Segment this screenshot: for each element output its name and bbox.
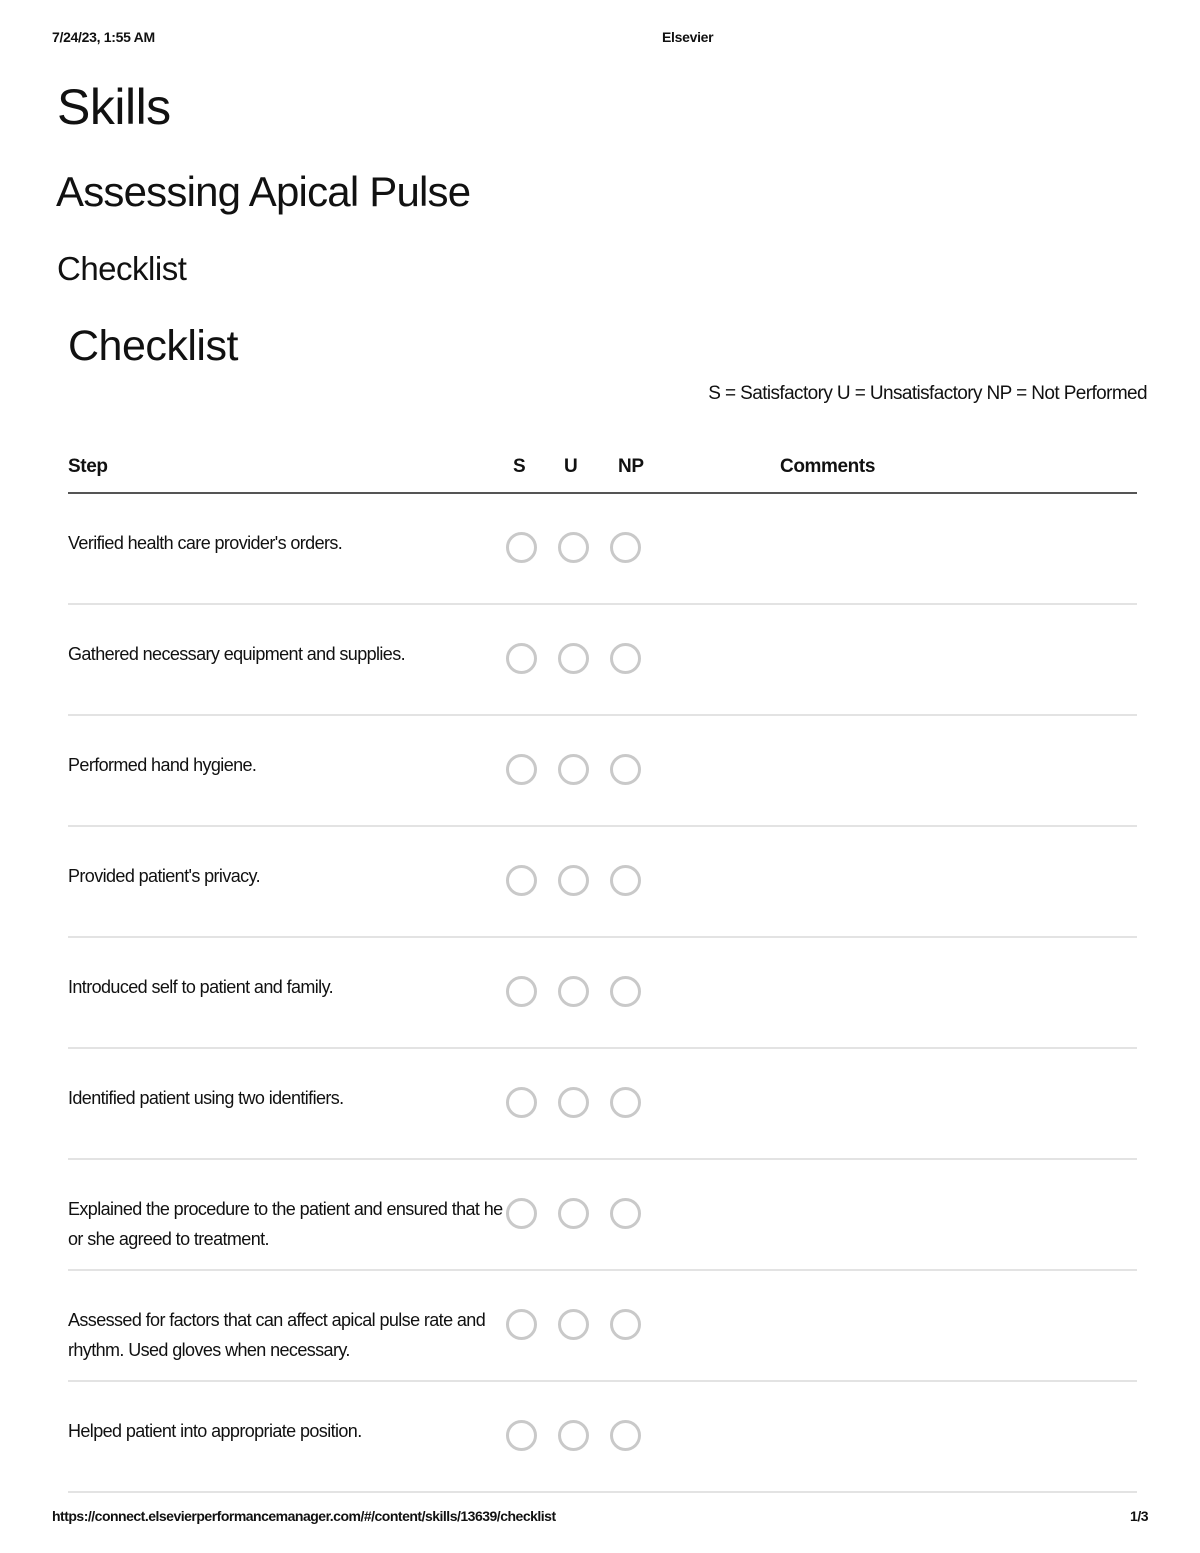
comment-field[interactable] — [780, 972, 1120, 1012]
print-footer — [52, 1508, 1148, 1528]
satisfactory-radio[interactable] — [506, 643, 537, 674]
checklist-table — [68, 448, 1137, 1493]
table-header — [68, 448, 1137, 494]
table-row — [68, 827, 1137, 938]
unsatisfactory-radio[interactable] — [558, 976, 589, 1007]
step-text: Provided patient's privacy. — [68, 866, 261, 886]
table-row — [68, 716, 1137, 827]
not-performed-radio[interactable] — [610, 532, 641, 563]
comment-field[interactable] — [780, 639, 1120, 679]
section-heading: Skills — [57, 79, 171, 135]
comment-field[interactable] — [780, 1416, 1120, 1456]
satisfactory-radio[interactable] — [506, 754, 537, 785]
unsatisfactory-radio[interactable] — [558, 1420, 589, 1451]
unsatisfactory-radio[interactable] — [558, 1198, 589, 1229]
unsatisfactory-radio[interactable] — [558, 643, 589, 674]
table-row — [68, 1160, 1137, 1271]
not-performed-radio[interactable] — [610, 1198, 641, 1229]
comment-field[interactable] — [780, 1194, 1120, 1234]
print-header — [52, 29, 1148, 49]
not-performed-radio[interactable] — [610, 865, 641, 896]
skill-title: Assessing Apical Pulse — [56, 168, 471, 215]
step-text: Gathered necessary equipment and supplies. — [68, 644, 406, 664]
not-performed-radio[interactable] — [610, 1087, 641, 1118]
step-text: Performed hand hygiene. — [68, 755, 257, 775]
step-text: Verified health care provider's orders. — [68, 533, 343, 553]
satisfactory-radio[interactable] — [506, 1087, 537, 1118]
unsatisfactory-radio[interactable] — [558, 1087, 589, 1118]
rating-legend: S = Satisfactory U = Unsatisfactory NP = Not Performed — [708, 383, 1147, 404]
table-row — [68, 605, 1137, 716]
table-row — [68, 1049, 1137, 1160]
step-text: Explained the procedure to the patient and ensured that he or she agreed to treatment. — [68, 1199, 503, 1249]
column-header-s: S — [513, 456, 526, 477]
satisfactory-radio[interactable] — [506, 865, 537, 896]
satisfactory-radio[interactable] — [506, 976, 537, 1007]
subsection-heading: Checklist — [57, 250, 187, 287]
column-header-comments: Comments — [780, 456, 875, 477]
checklist-title: Checklist — [68, 322, 238, 370]
satisfactory-radio[interactable] — [506, 1420, 537, 1451]
unsatisfactory-radio[interactable] — [558, 532, 589, 563]
unsatisfactory-radio[interactable] — [558, 865, 589, 896]
page-url: https://connect.elsevierperformancemanager.com/#/content/skills/13639/checklist — [52, 1508, 556, 1524]
step-text: Introduced self to patient and family. — [68, 977, 334, 997]
page-number: 1/3 — [1130, 1508, 1148, 1524]
print-site-name: Elsevier — [662, 29, 714, 45]
step-text: Helped patient into appropriate position. — [68, 1421, 362, 1441]
comment-field[interactable] — [780, 861, 1120, 901]
satisfactory-radio[interactable] — [506, 532, 537, 563]
comment-field[interactable] — [780, 750, 1120, 790]
unsatisfactory-radio[interactable] — [558, 754, 589, 785]
not-performed-radio[interactable] — [610, 1420, 641, 1451]
step-text: Identified patient using two identifiers. — [68, 1088, 344, 1108]
column-header-np: NP — [618, 456, 644, 477]
comment-field[interactable] — [780, 1305, 1120, 1345]
not-performed-radio[interactable] — [610, 1309, 641, 1340]
satisfactory-radio[interactable] — [506, 1198, 537, 1229]
print-datetime: 7/24/23, 1:55 AM — [52, 29, 155, 45]
table-row — [68, 1271, 1137, 1382]
comment-field[interactable] — [780, 528, 1120, 568]
table-row — [68, 494, 1137, 605]
comment-field[interactable] — [780, 1083, 1120, 1123]
column-header-step: Step — [68, 456, 108, 477]
not-performed-radio[interactable] — [610, 754, 641, 785]
table-row — [68, 938, 1137, 1049]
column-header-u: U — [564, 456, 578, 477]
unsatisfactory-radio[interactable] — [558, 1309, 589, 1340]
step-text: Assessed for factors that can affect apical pulse rate and rhythm. Used gloves when necessary. — [68, 1310, 486, 1360]
not-performed-radio[interactable] — [610, 643, 641, 674]
satisfactory-radio[interactable] — [506, 1309, 537, 1340]
table-row — [68, 1382, 1137, 1493]
not-performed-radio[interactable] — [610, 976, 641, 1007]
